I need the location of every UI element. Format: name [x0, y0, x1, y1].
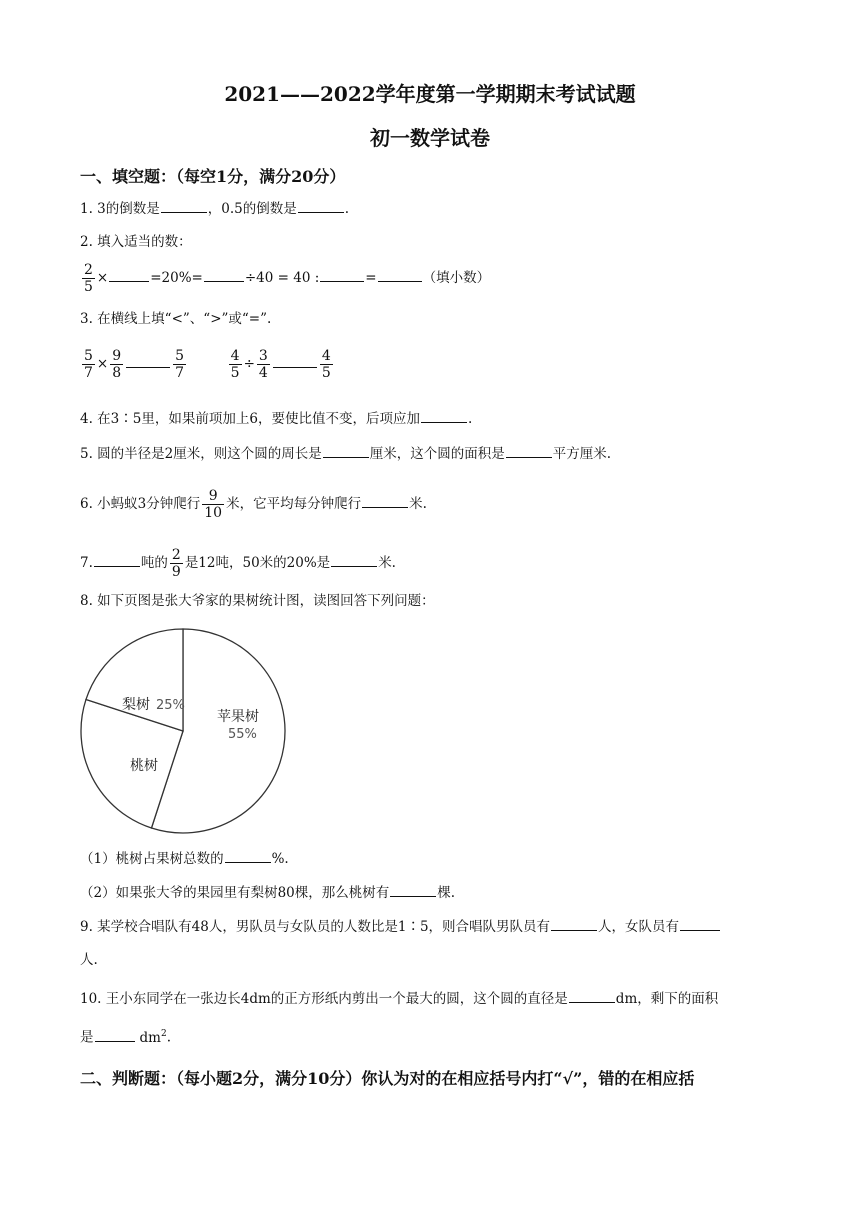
answer-blank[interactable] — [569, 990, 615, 1003]
answer-blank[interactable] — [390, 884, 436, 897]
fraction: $\frac{5}{7}$ — [175, 348, 185, 381]
section1-heading: 一、填空题：（每空1分，满分20分） — [80, 167, 346, 186]
answer-blank[interactable] — [273, 355, 317, 368]
answer-blank[interactable] — [161, 200, 207, 213]
pie-label-2: 梨树 — [122, 697, 150, 713]
question-3-expressions: $\frac{5}{7}$ × $\frac{9}{8}$ $\frac{5}{7}$ $\frac{4}{5}$ ÷ $\frac{3}{4}$ $\frac{4}{5}$ — [84, 348, 331, 381]
answer-blank[interactable] — [204, 269, 244, 282]
pie-label-1: 苹果树 — [217, 709, 259, 725]
section2-heading: 二、判断题：（每小题2分，满分10分）你认为对的在相应括号内打“√”，错的在相应括 — [80, 1069, 695, 1088]
pie-percent-2: 25% — [156, 698, 185, 713]
answer-blank[interactable] — [506, 445, 552, 458]
question-2-equation: $\frac{2}{5}$ × =20%= ÷40 = 40 : = （填小数） — [84, 262, 491, 295]
pie-percent-1: 55% — [228, 727, 257, 742]
question-5: 5. 圆的半径是2厘米，则这个圆的周长是 厘米，这个圆的面积是 平方厘米. — [80, 446, 612, 462]
pie-label-3: 桃树 — [130, 758, 158, 774]
fraction: $\frac{2}{9}$ — [171, 547, 181, 580]
fraction: $\frac{9}{8}$ — [112, 348, 122, 381]
answer-blank[interactable] — [331, 554, 377, 567]
fraction: $\frac{5}{7}$ — [84, 348, 93, 381]
answer-blank[interactable] — [126, 355, 170, 368]
exam-subtitle: 初一数学试卷 — [370, 126, 490, 150]
fraction: $\frac{4}{5}$ — [321, 348, 331, 381]
answer-blank[interactable] — [421, 410, 467, 423]
question-7: 7. 吨的 $\frac{2}{9}$ 是12吨，50米的20%是 米. — [80, 547, 396, 580]
answer-blank[interactable] — [95, 1029, 135, 1042]
answer-blank[interactable] — [323, 445, 369, 458]
question-9-cont: 人. — [80, 952, 98, 968]
question-8-sub-1: （1）桃树占果树总数的 %. — [80, 851, 289, 867]
fraction: $\frac{9}{10}$ — [204, 488, 223, 521]
question-6: 6. 小蚂蚁3分钟爬行 $\frac{9}{10}$ 米，它平均每分钟爬行 米. — [80, 488, 427, 521]
question-8-sub-2: （2）如果张大爷的果园里有梨树80棵，那么桃树有 棵. — [80, 885, 456, 901]
question-4: 4. 在3∶5里，如果前项加上6，要使比值不变，后项应加 . — [80, 411, 473, 427]
answer-blank[interactable] — [298, 200, 344, 213]
question-8-stem: 8. 如下页图是张大爷家的果树统计图，读图回答下列问题： — [80, 593, 435, 609]
fraction: $\frac{4}{5}$ — [230, 348, 240, 381]
question-10-cont: 是 $dm^2$. — [80, 1029, 171, 1046]
answer-blank[interactable] — [551, 918, 597, 931]
question-1: 1. 3的倒数是 ，0.5的倒数是 . — [80, 201, 350, 217]
question-3-stem: 3. 在横线上填“<”、“>”或“=”. — [80, 311, 272, 327]
answer-blank[interactable] — [225, 850, 271, 863]
question-10: 10. 王小东同学在一张边长4dm的正方形纸内剪出一个最大的圆，这个圆的直径是 dm，剩下的面积 — [80, 991, 719, 1007]
fraction: $\frac{2}{5}$ — [84, 262, 93, 295]
question-9: 9. 某学校合唱队有48人，男队员与女队员的人数比是1∶5，则合唱队男队员有 人，女队员有 — [80, 918, 721, 936]
answer-blank[interactable] — [378, 269, 422, 282]
fruit-tree-pie-chart — [70, 620, 300, 840]
fraction: $\frac{3}{4}$ — [258, 348, 268, 381]
answer-blank[interactable] — [109, 269, 149, 282]
answer-blank[interactable] — [94, 554, 140, 567]
answer-blank[interactable] — [362, 495, 408, 508]
answer-blank[interactable] — [320, 269, 364, 282]
answer-blank[interactable] — [680, 918, 720, 931]
question-2-stem: 2. 填入适当的数： — [80, 234, 192, 250]
exam-title: 2021——2022学年度第一学期期末考试试题 — [224, 82, 636, 106]
